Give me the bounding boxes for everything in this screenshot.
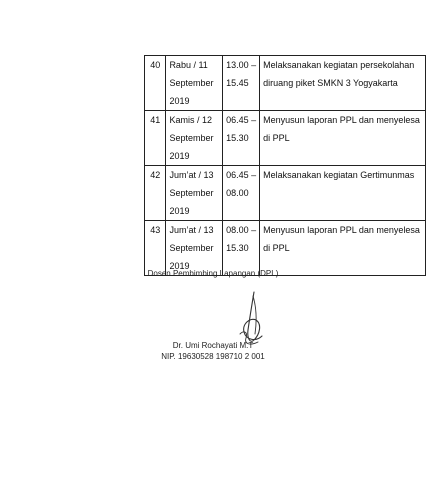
supervisor-nip: NIP. 19630528 198710 2 001 [161, 352, 265, 361]
activity-line: diruang piket SMKN 3 Yogyakarta [263, 78, 398, 88]
day-line: Rabu / 11 [169, 60, 208, 70]
row-number: 43 [145, 221, 166, 276]
month-line: September [169, 133, 214, 143]
row-number: 40 [145, 56, 166, 111]
time-cell [223, 56, 260, 111]
table-row [145, 56, 426, 111]
time-cell [223, 111, 260, 166]
activity-cell [260, 166, 426, 221]
end-time: 15.30 [226, 243, 249, 253]
year-line: 2019 [169, 261, 190, 271]
activity-log-table [144, 55, 426, 276]
signature-heading: Dosen Pembimbing Lapangan (DPL) [147, 269, 279, 278]
month-line: September [169, 78, 214, 88]
activity-cell [260, 56, 426, 111]
supervisor-name: Dr. Umi Rochayati M.T [172, 341, 254, 350]
activity-cell [260, 111, 426, 166]
table-row [145, 166, 426, 221]
activity-line: Menyusun laporan PPL dan menyelesa [263, 225, 420, 235]
day-date-cell [166, 111, 223, 166]
start-time: 08.00 – [226, 225, 257, 235]
activity-line: Menyusun laporan PPL dan menyelesa [263, 115, 420, 125]
row-number: 42 [145, 166, 166, 221]
start-time: 13.00 – [226, 60, 257, 70]
time-cell [223, 166, 260, 221]
day-line: Jum’at / 13 [169, 170, 214, 180]
activity-line: di PPL [263, 243, 290, 253]
day-line: Jum’at / 13 [169, 225, 214, 235]
table-row [145, 111, 426, 166]
month-line: September [169, 243, 214, 253]
start-time: 06.45 – [226, 170, 257, 180]
year-line: 2019 [169, 151, 190, 161]
end-time: 15.30 [226, 133, 249, 143]
end-time: 15.45 [226, 78, 249, 88]
day-date-cell [166, 166, 223, 221]
row-number: 41 [145, 111, 166, 166]
day-line: Kamis / 12 [169, 115, 212, 125]
activity-line: Melaksanakan kegiatan persekolahan [263, 60, 415, 70]
day-date-cell [166, 56, 223, 111]
activity-line: Melaksanakan kegiatan Gertimunmas [263, 170, 415, 180]
year-line: 2019 [169, 206, 190, 216]
start-time: 06.45 – [226, 115, 257, 125]
activity-line: di PPL [263, 133, 290, 143]
year-line: 2019 [169, 96, 190, 106]
end-time: 08.00 [226, 188, 249, 198]
month-line: September [169, 188, 214, 198]
